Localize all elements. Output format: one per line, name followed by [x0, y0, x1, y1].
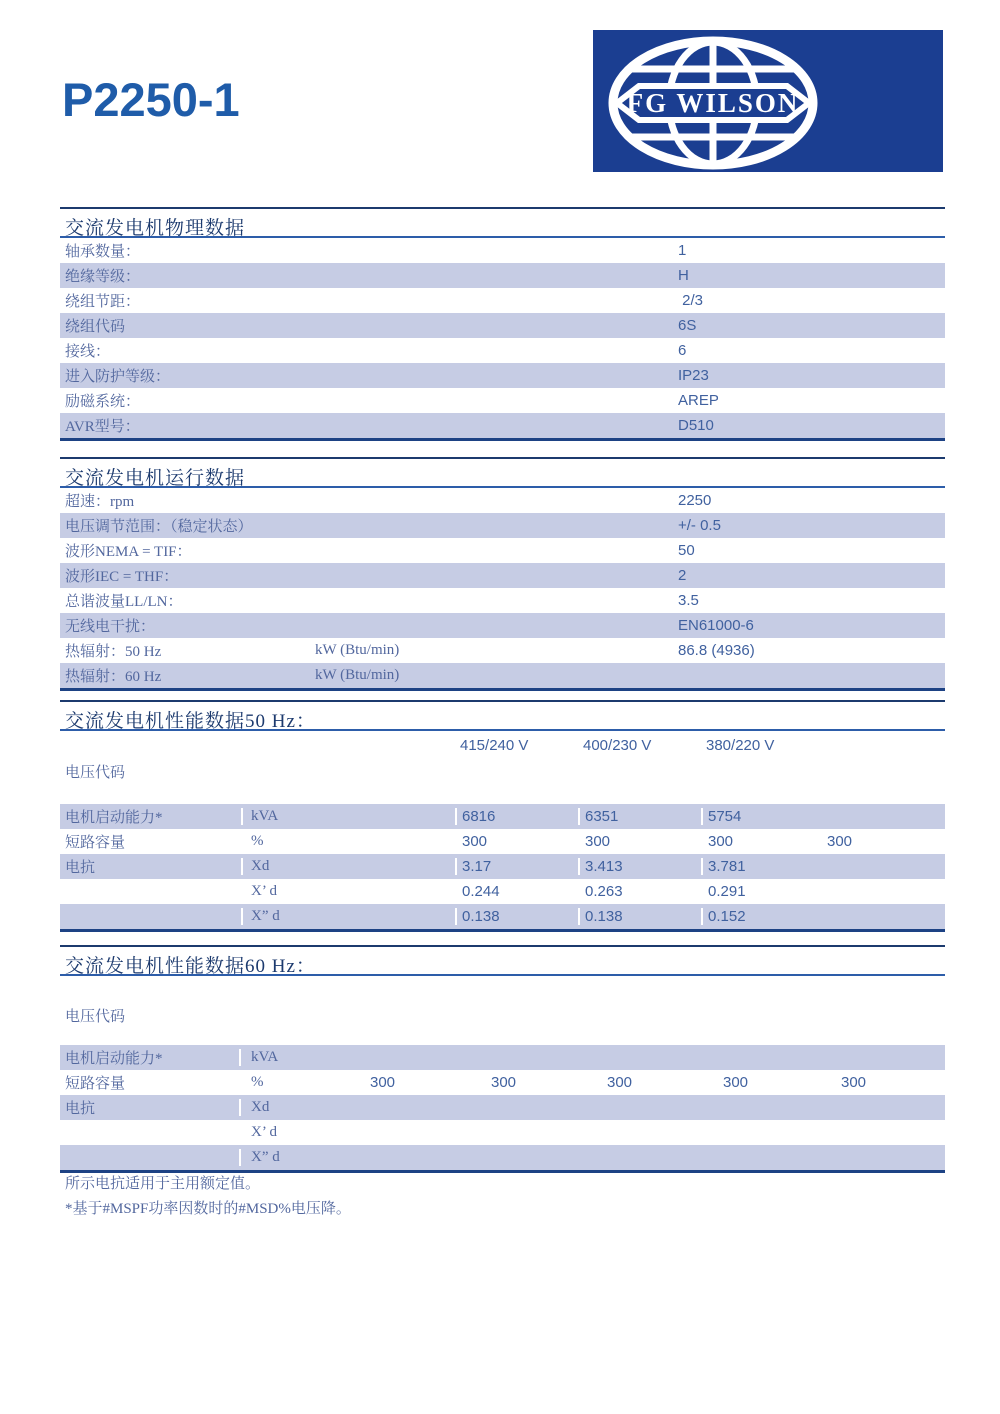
- row-value: 0.152: [701, 908, 820, 925]
- row-unit: kVA: [241, 808, 455, 825]
- row-value: 50: [678, 542, 695, 559]
- row-unit: kVA: [239, 1049, 356, 1066]
- table-row: [60, 879, 945, 904]
- table-row: [60, 663, 945, 688]
- row-value: 300: [820, 833, 945, 850]
- section-title: 交流发电机性能数据50 Hz：: [65, 711, 316, 732]
- row-value: 300: [455, 833, 578, 850]
- row-label: 电抗: [65, 1101, 96, 1117]
- row-value: 300: [709, 1074, 827, 1091]
- row-label: 超速：rpm: [65, 494, 135, 510]
- row-value: +/- 0.5: [678, 517, 721, 534]
- row-value: 6351: [578, 808, 701, 825]
- fg-wilson-logo: [593, 30, 943, 172]
- row-value: 3.781: [701, 858, 820, 875]
- row-label: 热辐射：50 Hz: [65, 644, 162, 660]
- table-row: [60, 804, 945, 829]
- row-value: 0.291: [701, 883, 820, 900]
- table-row: [60, 638, 945, 663]
- row-unit: X’ d: [241, 883, 455, 900]
- row-label: 热辐射：60 Hz: [65, 669, 162, 685]
- footnote: *基于#MSPF功率因数时的#MSD%电压降。: [65, 1201, 351, 1217]
- voltage-header: 415/240 V: [460, 737, 529, 754]
- section-alternator-operating-data: [60, 457, 945, 691]
- section-title: 交流发电机性能数据60 Hz：: [65, 956, 316, 977]
- row-label: 波形IEC = THF：: [65, 569, 179, 585]
- row-unit: X” d: [239, 1149, 356, 1166]
- section-performance-data-60hz: [60, 945, 945, 1180]
- voltage-code-label: 电压代码: [65, 765, 126, 781]
- table-row: [60, 413, 945, 438]
- performance-table-50hz: [60, 804, 945, 932]
- table-row: [60, 829, 945, 854]
- row-value: 2250: [678, 492, 712, 509]
- row-label: 接线：: [65, 344, 111, 360]
- table-row: [60, 363, 945, 388]
- row-value: 300: [593, 1074, 709, 1091]
- row-unit: Xd: [239, 1099, 356, 1116]
- section-title: 交流发电机运行数据: [65, 468, 246, 489]
- row-value: D510: [678, 417, 714, 434]
- row-value: 6S: [678, 317, 697, 334]
- row-value: 0.244: [455, 883, 578, 900]
- row-label: 励磁系统：: [65, 394, 141, 410]
- row-unit: kW (Btu/min): [315, 667, 400, 683]
- row-value: AREP: [678, 392, 719, 409]
- voltage-header: 380/220 V: [706, 737, 775, 754]
- table-row: [60, 338, 945, 363]
- table-row: [60, 588, 945, 613]
- table-row: [60, 313, 945, 338]
- row-label: 绝缘等级：: [65, 269, 141, 285]
- table-row: [60, 488, 945, 513]
- row-label: 无线电干扰：: [65, 619, 156, 635]
- row-label: 电机启动能力*: [65, 810, 163, 826]
- table-row: [60, 513, 945, 538]
- section-header: [60, 457, 945, 488]
- row-label: 轴承数量：: [65, 244, 141, 260]
- row-value: 6816: [455, 808, 578, 825]
- row-unit: kW (Btu/min): [315, 642, 400, 658]
- voltage-code-label: 电压代码: [65, 1009, 126, 1025]
- row-value: 0.138: [455, 908, 578, 925]
- table-row: [60, 288, 945, 313]
- row-label: 电机启动能力*: [65, 1051, 163, 1067]
- row-value: 3.5: [678, 592, 699, 609]
- row-label: 绕组节距：: [65, 294, 141, 310]
- logo-text: FG WILSON: [626, 88, 800, 118]
- row-unit: Xd: [241, 858, 455, 875]
- row-value: 6: [678, 342, 687, 359]
- row-unit: X’ d: [239, 1124, 356, 1141]
- table-row: [60, 563, 945, 588]
- globe-icon: [593, 30, 943, 172]
- voltage-header: 400/230 V: [583, 737, 652, 754]
- row-unit: %: [239, 1074, 356, 1091]
- row-value: 300: [477, 1074, 593, 1091]
- row-value: IP23: [678, 367, 709, 384]
- performance-table-60hz: [60, 1045, 945, 1173]
- row-value: 300: [701, 833, 820, 850]
- table-row: [60, 1145, 945, 1170]
- row-value: 300: [827, 1074, 945, 1091]
- section-title: 交流发电机物理数据: [65, 218, 246, 239]
- row-label: 绕组代码: [65, 319, 126, 335]
- table-row: [60, 854, 945, 879]
- row-value: EN61000-6: [678, 617, 754, 634]
- voltage-header-row: [60, 737, 945, 759]
- section-header: [60, 945, 945, 976]
- footnotes: [60, 1173, 945, 1223]
- table-row: [60, 1070, 945, 1095]
- row-label: 总谐波量LL/LN：: [65, 594, 183, 610]
- table-row: [60, 388, 945, 413]
- row-value: 300: [578, 833, 701, 850]
- table-row: [60, 904, 945, 929]
- table-row: [60, 1045, 945, 1070]
- section-alternator-physical-data: [60, 207, 945, 441]
- table-row: [60, 1120, 945, 1145]
- row-label: 进入防护等级：: [65, 369, 171, 385]
- row-unit: X” d: [241, 908, 455, 925]
- row-unit: %: [241, 833, 455, 850]
- row-value: 86.8 (4936): [678, 642, 755, 659]
- row-value: 5754: [701, 808, 820, 825]
- row-value: 3.17: [455, 858, 578, 875]
- table-row: [60, 1095, 945, 1120]
- table-row: [60, 538, 945, 563]
- row-label: AVR型号：: [65, 419, 140, 435]
- section-header: [60, 700, 945, 731]
- row-value: 300: [356, 1074, 477, 1091]
- table-row: [60, 613, 945, 638]
- table-row: [60, 238, 945, 263]
- row-label: 波形NEMA = TIF：: [65, 544, 192, 560]
- row-label: 短路容量: [65, 835, 126, 851]
- table-row: [60, 263, 945, 288]
- operating-data-table: [60, 488, 945, 691]
- row-value: 0.263: [578, 883, 701, 900]
- row-label: 电压调节范围：（稳定状态）: [65, 519, 253, 535]
- row-value: 1: [678, 242, 687, 259]
- section-header: [60, 207, 945, 238]
- section-performance-data-50hz: [60, 700, 945, 935]
- row-value: 2/3: [678, 292, 704, 309]
- row-value: 0.138: [578, 908, 701, 925]
- row-label: 电抗: [65, 860, 96, 876]
- footnote: 所示电抗适用于主用额定值。: [65, 1176, 261, 1192]
- page-title: P2250-1: [62, 73, 240, 126]
- row-value: 3.413: [578, 858, 701, 875]
- row-value: H: [678, 267, 689, 284]
- physical-data-table: [60, 238, 945, 441]
- row-label: 短路容量: [65, 1076, 126, 1092]
- row-value: 2: [678, 567, 687, 584]
